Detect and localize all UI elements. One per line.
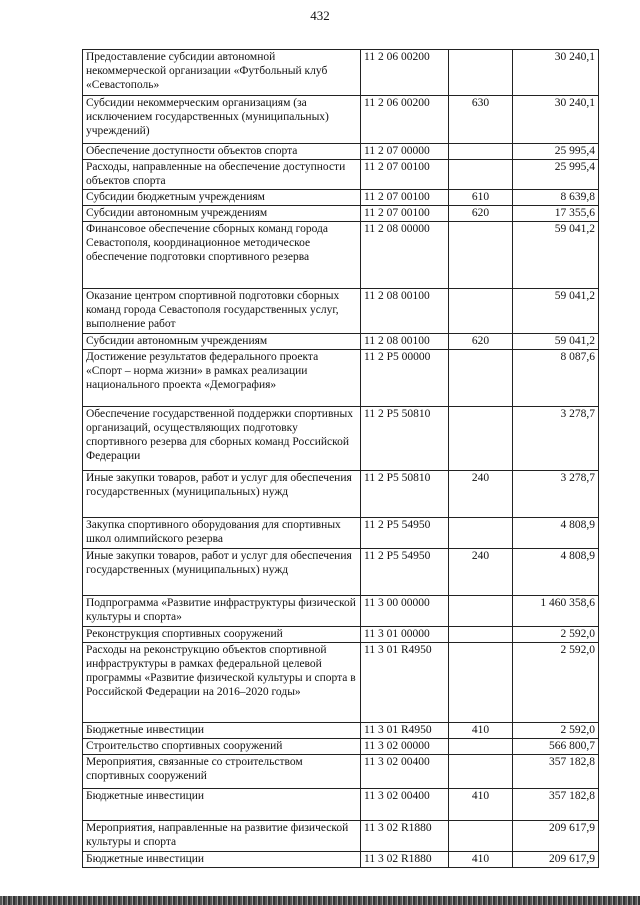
- row-name-cell: Субсидии автономным учреждениям: [83, 334, 361, 350]
- row-type-cell: [449, 755, 513, 789]
- row-name-cell: Оказание центром спортивной подготовки сборных команд города Севастополя государственных услуг, выполнение работ: [83, 289, 361, 334]
- row-type-cell: 410: [449, 852, 513, 868]
- row-code-cell: 11 3 01 R4950: [361, 723, 449, 739]
- row-name-cell: Субсидии некоммерческим организациям (за исключением государственных (муниципальных) учреждений): [83, 96, 361, 144]
- table-row: [83, 821, 599, 852]
- row-sum-cell: 2 592,0: [513, 723, 599, 739]
- row-code-cell: 11 2 08 00100: [361, 289, 449, 334]
- row-sum-cell: 3 278,7: [513, 471, 599, 518]
- row-code-cell: 11 3 02 R1880: [361, 821, 449, 852]
- budget-table: [82, 49, 599, 868]
- row-name-cell: Бюджетные инвестиции: [83, 789, 361, 821]
- row-code-cell: 11 2 06 00200: [361, 50, 449, 96]
- row-name-cell: Реконструкция спортивных сооружений: [83, 627, 361, 643]
- table-row: [83, 206, 599, 222]
- table-row: [83, 739, 599, 755]
- row-code-cell: 11 2 P5 50810: [361, 407, 449, 471]
- row-sum-cell: 17 355,6: [513, 206, 599, 222]
- row-type-cell: [449, 289, 513, 334]
- table-row: [83, 549, 599, 596]
- row-name-cell: Обеспечение государственной поддержки спортивных организаций, осуществляющих подготовку спортивного резерва для сборных команд Российской Федерации: [83, 407, 361, 471]
- row-type-cell: 240: [449, 549, 513, 596]
- row-name-cell: Строительство спортивных сооружений: [83, 739, 361, 755]
- row-sum-cell: 59 041,2: [513, 334, 599, 350]
- row-code-cell: 11 3 00 00000: [361, 596, 449, 627]
- row-code-cell: 11 3 02 00400: [361, 789, 449, 821]
- row-sum-cell: 4 808,9: [513, 549, 599, 596]
- row-type-cell: 410: [449, 789, 513, 821]
- row-code-cell: 11 3 01 00000: [361, 627, 449, 643]
- row-code-cell: 11 2 07 00100: [361, 206, 449, 222]
- row-sum-cell: 59 041,2: [513, 289, 599, 334]
- row-type-cell: 240: [449, 471, 513, 518]
- row-type-cell: [449, 596, 513, 627]
- table-row: [83, 222, 599, 289]
- row-code-cell: 11 3 01 R4950: [361, 643, 449, 723]
- row-type-cell: 620: [449, 334, 513, 350]
- row-name-cell: Субсидии автономным учреждениям: [83, 206, 361, 222]
- scan-edge: [0, 896, 640, 905]
- row-code-cell: 11 2 07 00100: [361, 190, 449, 206]
- row-type-cell: [449, 821, 513, 852]
- row-name-cell: Мероприятия, связанные со строительством спортивных сооружений: [83, 755, 361, 789]
- table-row: [83, 723, 599, 739]
- row-name-cell: Расходы, направленные на обеспечение доступности объектов спорта: [83, 160, 361, 190]
- row-type-cell: [449, 627, 513, 643]
- table-row: [83, 596, 599, 627]
- row-sum-cell: 25 995,4: [513, 160, 599, 190]
- row-name-cell: Обеспечение доступности объектов спорта: [83, 144, 361, 160]
- table-row: [83, 643, 599, 723]
- row-sum-cell: 8 087,6: [513, 350, 599, 407]
- row-name-cell: Достижение результатов федерального проекта «Спорт – норма жизни» в рамках реализации национального проекта «Демография»: [83, 350, 361, 407]
- row-sum-cell: 209 617,9: [513, 852, 599, 868]
- row-type-cell: 630: [449, 96, 513, 144]
- table-row: [83, 789, 599, 821]
- row-sum-cell: 4 808,9: [513, 518, 599, 549]
- row-code-cell: 11 2 P5 00000: [361, 350, 449, 407]
- table-row: [83, 289, 599, 334]
- row-name-cell: Мероприятия, направленные на развитие физической культуры и спорта: [83, 821, 361, 852]
- row-name-cell: Закупка спортивного оборудования для спортивных школ олимпийского резерва: [83, 518, 361, 549]
- table-row: [83, 350, 599, 407]
- row-name-cell: Предоставление субсидии автономной некоммерческой организации «Футбольный клуб «Севастополь»: [83, 50, 361, 96]
- row-type-cell: [449, 350, 513, 407]
- row-type-cell: [449, 643, 513, 723]
- row-name-cell: Расходы на реконструкцию объектов спортивной инфраструктуры в рамках федеральной целевой программы «Развитие физической культуры и спорта в Российской Федерации на 2016–2020 годы»: [83, 643, 361, 723]
- row-sum-cell: 357 182,8: [513, 789, 599, 821]
- row-type-cell: [449, 518, 513, 549]
- row-type-cell: [449, 144, 513, 160]
- table-row: [83, 407, 599, 471]
- row-type-cell: [449, 50, 513, 96]
- row-sum-cell: 2 592,0: [513, 643, 599, 723]
- row-name-cell: Субсидии бюджетным учреждениям: [83, 190, 361, 206]
- row-name-cell: Иные закупки товаров, работ и услуг для обеспечения государственных (муниципальных) нужд: [83, 471, 361, 518]
- table-row: [83, 144, 599, 160]
- row-name-cell: Бюджетные инвестиции: [83, 852, 361, 868]
- row-name-cell: Бюджетные инвестиции: [83, 723, 361, 739]
- row-code-cell: 11 2 P5 54950: [361, 549, 449, 596]
- row-name-cell: Финансовое обеспечение сборных команд города Севастополя, координационное методическое обеспечение подготовки спортивного резерва: [83, 222, 361, 289]
- row-sum-cell: 2 592,0: [513, 627, 599, 643]
- row-type-cell: [449, 222, 513, 289]
- table-row: [83, 518, 599, 549]
- row-code-cell: 11 2 P5 50810: [361, 471, 449, 518]
- row-sum-cell: 357 182,8: [513, 755, 599, 789]
- row-code-cell: 11 2 08 00100: [361, 334, 449, 350]
- row-name-cell: Иные закупки товаров, работ и услуг для обеспечения государственных (муниципальных) нужд: [83, 549, 361, 596]
- row-type-cell: [449, 407, 513, 471]
- page-number: 432: [310, 8, 330, 23]
- table-row: [83, 334, 599, 350]
- row-type-cell: 620: [449, 206, 513, 222]
- row-type-cell: 610: [449, 190, 513, 206]
- row-sum-cell: 209 617,9: [513, 821, 599, 852]
- row-type-cell: 410: [449, 723, 513, 739]
- table-row: [83, 471, 599, 518]
- budget-table-body: [83, 50, 599, 868]
- row-code-cell: 11 2 06 00200: [361, 96, 449, 144]
- row-sum-cell: 30 240,1: [513, 96, 599, 144]
- row-code-cell: 11 3 02 00400: [361, 755, 449, 789]
- row-type-cell: [449, 160, 513, 190]
- row-code-cell: 11 2 P5 54950: [361, 518, 449, 549]
- row-sum-cell: 3 278,7: [513, 407, 599, 471]
- table-row: [83, 160, 599, 190]
- row-sum-cell: 1 460 358,6: [513, 596, 599, 627]
- row-sum-cell: 25 995,4: [513, 144, 599, 160]
- table-row: [83, 96, 599, 144]
- row-code-cell: 11 3 02 00000: [361, 739, 449, 755]
- row-code-cell: 11 2 07 00000: [361, 144, 449, 160]
- row-code-cell: 11 2 07 00100: [361, 160, 449, 190]
- row-code-cell: 11 3 02 R1880: [361, 852, 449, 868]
- table-row: [83, 755, 599, 789]
- row-name-cell: Подпрограмма «Развитие инфраструктуры физической культуры и спорта»: [83, 596, 361, 627]
- table-row: [83, 627, 599, 643]
- table-row: [83, 852, 599, 868]
- row-sum-cell: 566 800,7: [513, 739, 599, 755]
- row-code-cell: 11 2 08 00000: [361, 222, 449, 289]
- table-row: [83, 50, 599, 96]
- row-sum-cell: 8 639,8: [513, 190, 599, 206]
- row-sum-cell: 30 240,1: [513, 50, 599, 96]
- row-sum-cell: 59 041,2: [513, 222, 599, 289]
- row-type-cell: [449, 739, 513, 755]
- table-row: [83, 190, 599, 206]
